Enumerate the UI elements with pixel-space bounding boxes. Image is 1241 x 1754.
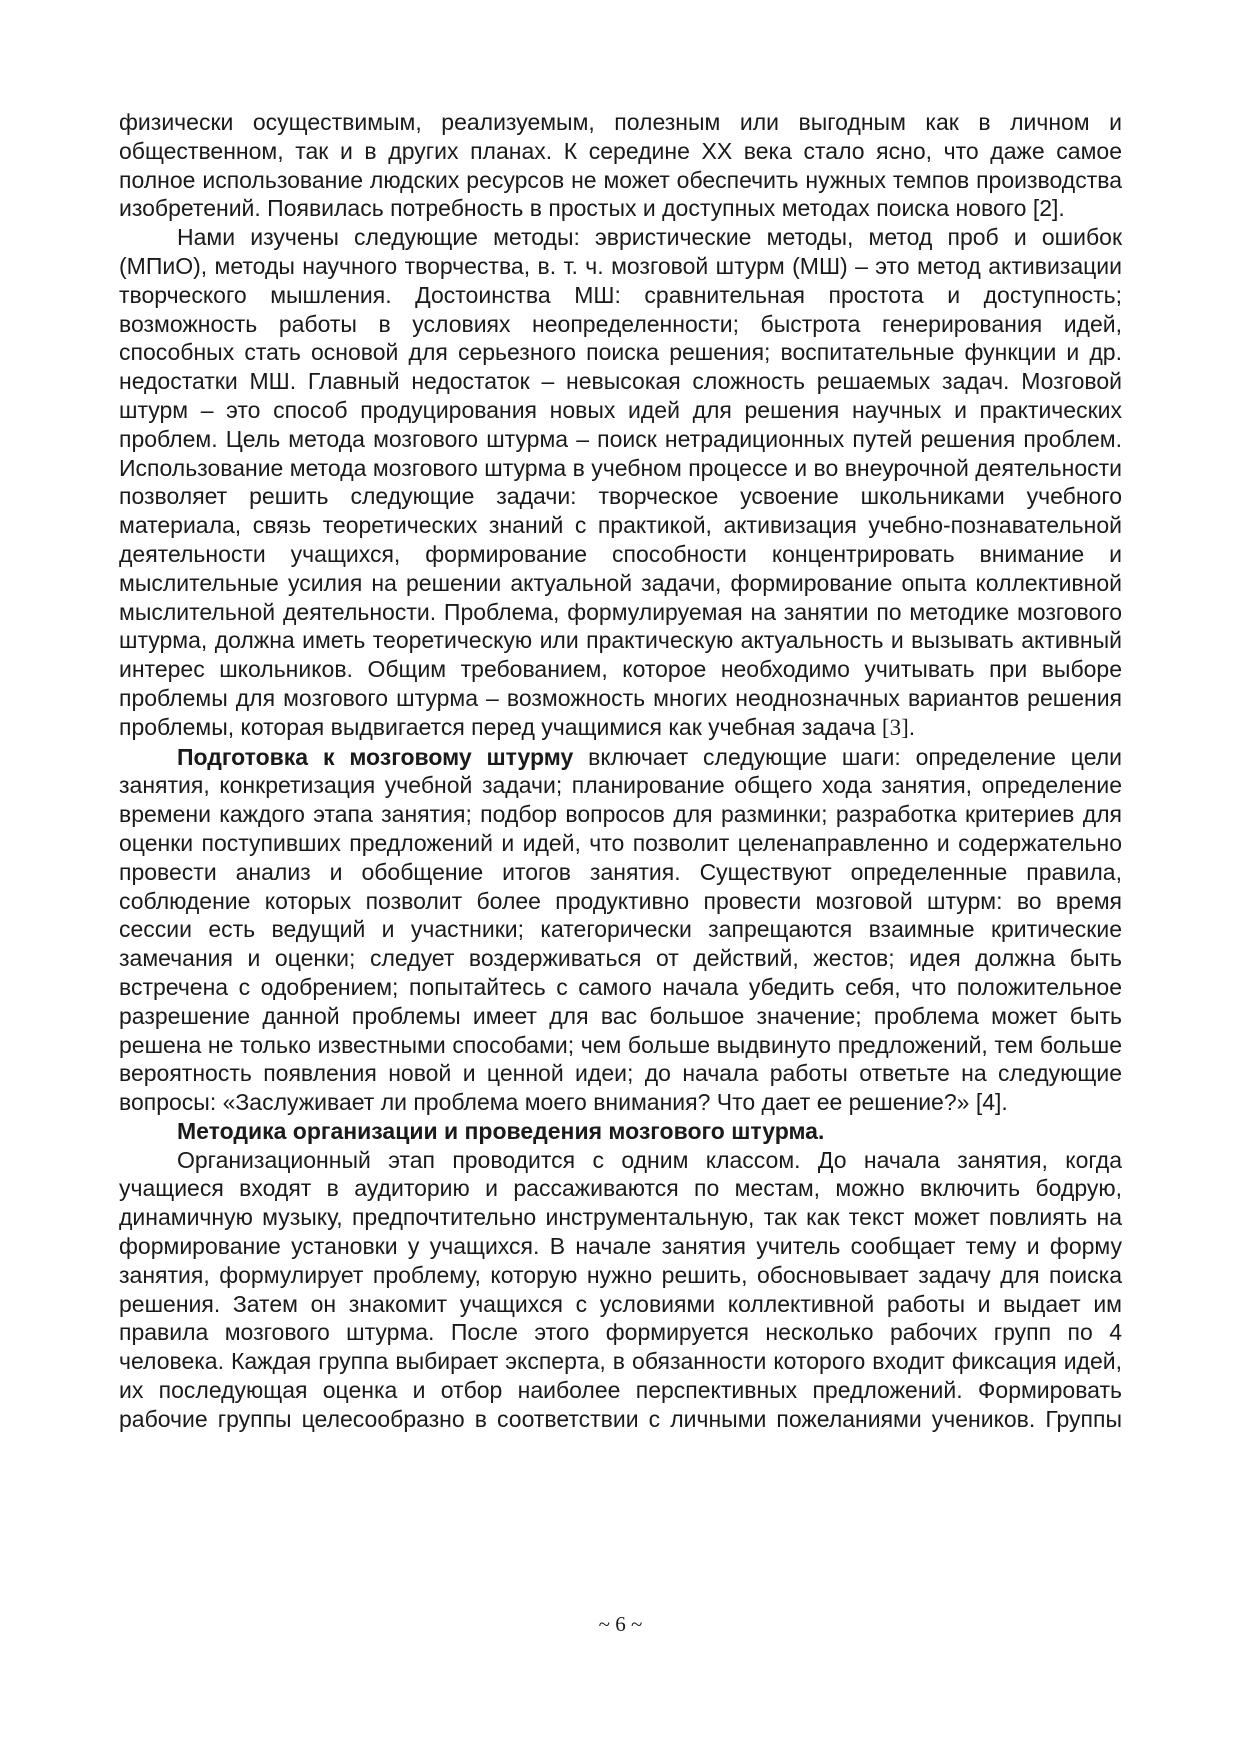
paragraph-preparation-text: включает следующие шаги: определение цели занятия, конкретизация учебной задачи; планирование общего хода занятия, определение времени каждого этапа занятия; подбор вопросов для разминки; разработка критериев для оценки поступивших предложений и идей, что позволит целенаправленно и содержательно провести анализ и обобщение итогов занятия. Существуют определенные правила, соблюдение которых позволит более продуктивно провести мозговой штурм: во время сессии есть ведущий и участники; категорически запрещаются взаимные критические замечания и оценки; следует воздерживаться от действий, жестов; идея должна быть встречена с одобрением; попытайтесь с самого начала убедить себя, что положительное разрешение данной проблемы имеет для вас большое значение; проблема может быть решена не только известными способами; чем больше выдвинуто предложений, тем больше вероятность появления новой и ценной идеи; до начала работы ответьте на следующие вопросы: «Заслуживает ли проблема моего внимания? Что дает ее решение?» [4]. (119, 743, 1122, 1116)
paragraph-organization: Организационный этап проводится с одним классом. До начала занятия, когда учащиеся входят в аудиторию и рассаживаются по местам, можно включить бодрую, динамичную музыку, предпочтительно инструментальную, так как текст может повлиять на формирование установки у учащихся. В начале занятия учитель сообщает тему и форму занятия, формулирует проблему, которую нужно решить, обосновывает задачу для поиска решения. Затем он знакомит учащихся с условиями коллективной работы и выдает им правила мозгового штурма. После этого формируется несколько рабочих групп по 4 человека. Каждая группа выбирает эксперта, в обязанности которого входит фиксация идей, их последующая оценка и отбор наиболее перспективных предложений. Формировать рабочие группы целесообразно в соответствии с личными пожеланиями учеников. Группы (119, 1146, 1122, 1432)
paragraph-methods-end: . (908, 713, 916, 740)
page-body (119, 108, 1122, 1434)
paragraph-intro: физически осуществимым, реализуемым, полезным или выгодным как в личном и общественном, так и в других планах. К середине XX века стало ясно, что даже самое полное использование людских ресурсов не может обеспечить нужных темпов производства изобретений. Появилась потребность в простых и доступных методах поиска нового [2]. (119, 109, 1122, 222)
paragraph-methods-text: Нами изучены следующие методы: эвристические методы, метод проб и ошибок (МПиО), методы научного творчества, в. т. ч. мозговой штурм (МШ) – это метод активизации творческого мышления. Достоинства МШ: сравнительная простота и доступность; возможность работы в условиях неопределенности; быстрота генерирования идей, способных стать основой для серьезного поиска решения; воспитательные функции и др. недостатки МШ. Главный недостаток – невысокая сложность решаемых задач. Мозговой штурм – это способ продуцирования новых идей для решения научных и практических проблем. Цель метода мозгового штурма – поиск нетрадиционных путей решения проблем. Использование метода мозгового штурма в учебном процессе и во внеурочной деятельности позволяет решить следующие задачи: творческое усвоение школьниками учебного материала, связь теоретических знаний с практикой, активизация учебно-познавательной деятельности учащихся, формирование способности концентрировать внимание и мыслительные усилия на решении актуальной задачи, формирование опыта коллективной мыслительной деятельности. Проблема, формулируемая на занятии по методике мозгового штурма, должна иметь теоретическую или практическую актуальность и вызывать активный интерес школьников. Общим требованием, которое необходимо учитывать при выборе проблемы для мозгового штурма – возможность многих неоднозначных вариантов решения проблемы, которая выдвигается перед учащимися как учебная задача (119, 224, 1122, 740)
paragraph-methods (119, 223, 1122, 742)
citation-ref: [3] (881, 714, 909, 740)
section-heading-text: Методика организации и проведения мозгового штурма. (177, 1117, 825, 1144)
paragraph-preparation (119, 743, 1122, 1117)
page-number: ~ 6 ~ (598, 1612, 643, 1636)
preparation-heading-inline: Подготовка к мозговому штурму (177, 743, 574, 770)
section-heading (119, 1117, 1122, 1146)
